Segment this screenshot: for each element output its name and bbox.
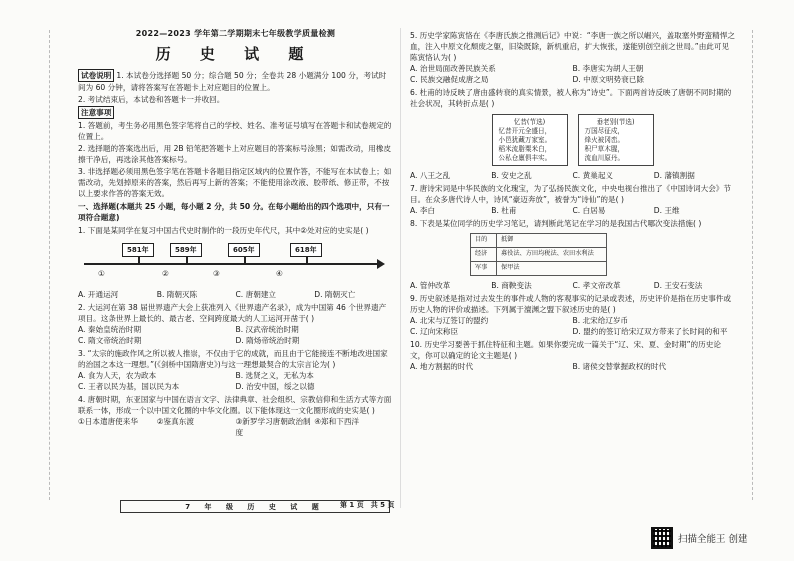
question-stem: 9. 历史叙述是指对过去发生的事件或人物的客观事实的记录或表述，历史评价是指在历史事件或历史人物的评价或描述。下列属于澶渊之盟下叙述历史的是( ): [410, 294, 731, 315]
instructions-text-1: 1. 本试卷分选择题 50 分；综合题 50 分；全卷共 28 小题满分 100 分，考试时间为 60 分钟，请将答案写在答题卡上对应题目的位置上。: [78, 71, 387, 93]
table-row: [471, 234, 607, 248]
option: ②鉴真东渡: [156, 417, 194, 427]
scanner-watermark: [651, 527, 748, 549]
option: A. 开通运河: [78, 290, 119, 300]
option: B. 选贤之义，无私为本: [235, 371, 314, 381]
option: D. 中原文明势衰已除: [572, 75, 644, 84]
poem-line: 小邑犹藏万家室。: [498, 135, 552, 144]
notes-table: [470, 233, 607, 276]
poem-box: [578, 114, 654, 166]
option: ①日本遣唐使来华: [78, 417, 138, 427]
left-column: [78, 28, 393, 438]
table-cell: 保甲法: [497, 262, 607, 276]
option: B. 杜甫: [491, 206, 517, 216]
option: C. 黄巢起义: [572, 171, 614, 181]
poem-line: 烽火被冈峦。: [584, 135, 625, 144]
question-stem: 3. “太宗的施政作风之所以被人推崇，不仅由于它的成就，而且由于它能接连不断地改进国家的治国之本这一理想。”(《剑桥中国隋唐史》)与这一理想最契合的太宗言论为( ): [78, 349, 388, 370]
option: B. 李唐实为胡人王朝: [572, 64, 644, 73]
option: B. 商鞅变法: [491, 281, 532, 291]
timeline-tick: [138, 256, 140, 264]
poem-line: 流血川原丹。: [584, 153, 625, 162]
notes-label: 注意事项: [78, 106, 114, 119]
option: C. 隋文帝统治时期: [78, 336, 142, 346]
exam-name: 2022—2023 学年第二学期期末七年级教学质量检测: [135, 29, 336, 38]
instructions-label: 试卷说明: [78, 69, 114, 82]
question-stem: 5. 历史学家陈寅恪在《李唐氏族之推测后记》中说：“李唐一族之所以崛兴，盖取塞外野蛮精悍之血，注入中原文化颓废之躯，旧染既除，新机重启，扩大恢张，遂能别创空前之世局。”由此可见陈寅恪认为( ): [410, 31, 735, 62]
question-2: [78, 302, 393, 346]
answer-options: [78, 289, 393, 300]
option: C. 白居易: [572, 206, 606, 216]
option: B. 北宋给辽岁币: [572, 316, 629, 326]
table-cell: 军事: [471, 262, 497, 276]
footer-subject: 7 年 级 历 史 试 题: [185, 502, 325, 511]
timeline-year: 589年: [170, 243, 202, 257]
answer-options: [78, 370, 393, 392]
poem-box: [492, 114, 568, 166]
option: D. 王安石变法: [653, 281, 703, 291]
poem-title: 忆昔(节选): [513, 118, 546, 126]
option: B. 汉武帝统治时期: [235, 325, 299, 335]
option: A. 管仲改革: [410, 281, 451, 291]
answer-options: [410, 315, 735, 337]
option: B. 安史之乱: [491, 171, 532, 181]
option: D. 治安中国，绥之以德: [235, 382, 315, 392]
answer-options: [410, 63, 735, 85]
answer-options: [410, 170, 735, 181]
option: C. 民族交融促成唐之局: [410, 75, 489, 84]
option: A. 食为人天，农为政本: [78, 371, 157, 381]
table-cell: 目的: [471, 234, 497, 248]
option: B. 隋朝灭陈: [156, 290, 198, 300]
note-item: 1. 答题前，考生务必用黑色签字笔将自己的学校、姓名、准考证号填写在答题卡和试卷规定的位置上。: [78, 121, 392, 142]
answer-options: [410, 205, 735, 216]
poem-line: 忆昔开元全盛日，: [498, 126, 552, 135]
exam-instructions: [78, 69, 393, 93]
option: B. 诸侯交替掌握政权的时代: [572, 362, 667, 372]
question-6: [410, 87, 735, 181]
option: D. 隋朝灭亡: [314, 290, 356, 300]
question-4: [78, 394, 393, 438]
page-number: 第 1 页 共 5 页: [340, 501, 395, 509]
timeline-year: 581年: [122, 243, 154, 257]
question-7: [410, 183, 735, 216]
timeline: [78, 239, 393, 287]
timeline-mark: ③: [213, 269, 220, 279]
table-cell: 募役法、方田均税法、农田水利法: [497, 248, 607, 262]
option: C. 唐朝建立: [235, 290, 277, 300]
timeline-mark: ②: [162, 269, 169, 279]
poem-line: 万国尽征戍，: [584, 126, 625, 135]
answer-options: [78, 324, 393, 346]
binding-margin: [40, 30, 50, 500]
option: C. 辽向宋称臣: [410, 327, 459, 337]
option: A. 地方割据的时代: [410, 362, 474, 372]
question-stem: 7. 唐诗宋词是中华民族的文化瑰宝，为了弘扬民族文化，中央电视台推出了《中国诗词大会》节目。在众多唐代诗人中，诗风“豪迈奔放”，被誉为“诗仙”的是( ): [410, 184, 731, 205]
timeline-mark: ①: [98, 269, 105, 279]
arrow-icon: [377, 259, 385, 269]
right-column: [410, 28, 735, 372]
timeline-year: 618年: [290, 243, 322, 257]
question-10: [410, 339, 735, 372]
timeline-year: 605年: [228, 243, 260, 257]
instructions-text-2: 2. 考试结束后，本试卷和答题卡一并收回。: [78, 95, 225, 105]
option: A. 秦始皇统治时期: [78, 325, 142, 335]
answer-options: [410, 280, 735, 291]
note-item: 3. 非选择题必须用黑色签字笔在答题卡各题目指定区域内的位置作答，不能写在本试卷上；如需改动，先划掉原来的答案，然后再写上新的答案；不能使用涂改液、胶带纸、修正带，不按以上要求作答的答案无效。: [78, 167, 392, 199]
option: D. 盟约的签订给宋辽双方带来了长时间的和平: [572, 327, 728, 337]
question-1: [78, 225, 393, 300]
option: C. 王者以民为基，国以民为本: [78, 382, 180, 392]
qr-code-icon: [651, 527, 673, 549]
question-5: [410, 30, 735, 85]
question-8: [410, 218, 735, 291]
question-stem: 8. 下表是某位同学的历史学习笔记，请判断此笔记在学习的是我国古代哪次变法措施( ): [410, 219, 702, 229]
answer-options: [410, 361, 735, 372]
note-item: 2. 选择题的答案选出后，用 2B 铅笔把答题卡上对应题目的答案标号涂黑；如需改动，用橡皮擦干净后，再选涂其他答案标号。: [78, 144, 392, 165]
option: D. 王维: [653, 206, 680, 216]
table-row: [471, 248, 607, 262]
question-stem: 10. 历史学习要善于抓住特征和主题。如果你要完成一篇关于“辽、宋、夏、金时期”的历史论文，你可以确定的论文主题是( ): [410, 340, 721, 361]
option: D. 隋炀帝统治时期: [235, 336, 300, 346]
option: D. 藩镇割据: [653, 171, 695, 181]
section-title: 一、选择题(本题共 25 小题，每小题 2 分，共 50 分。在每小题给出的四个选项中，只有一项符合题意): [78, 202, 390, 223]
question-9: [410, 293, 735, 337]
timeline-axis: [84, 263, 379, 265]
timeline-tick: [186, 256, 188, 264]
option: A. 北宋与辽签订的盟约: [410, 316, 489, 326]
option: A. 治世局面改善民族关系: [410, 64, 496, 73]
scanner-text: 扫描全能王 创建: [678, 534, 748, 545]
right-margin: [752, 30, 760, 500]
poem-title: 垂老别(节选): [596, 118, 635, 126]
option: A. 八王之乱: [410, 171, 451, 181]
timeline-mark: ④: [276, 269, 283, 279]
poem-excerpts: [410, 114, 735, 166]
timeline-tick: [306, 256, 308, 264]
question-stem: 1. 下面是某同学在复习中国古代史时制作的一段历史年代尺，其中②处对应的史实是( ): [78, 226, 369, 236]
timeline-tick: [244, 256, 246, 264]
option: ③新罗学习唐朝政治制度: [235, 417, 311, 438]
column-divider: [400, 28, 401, 508]
subject-title: 历 史 试 题: [155, 44, 316, 63]
option: C. 孝文帝改革: [572, 281, 621, 291]
poem-line: 公私仓廪俱丰实。: [498, 153, 552, 162]
notes-heading: [78, 106, 393, 119]
option: A. 李白: [410, 206, 436, 216]
option: ④郑和下西洋: [314, 417, 360, 427]
table-row: [471, 262, 607, 276]
poem-line: 稻米流脂粟米白，: [498, 144, 552, 153]
question-stem: 2. 大运河在第 38 届世界遗产大会上获准列入《世界遗产名录》，成为中国第 46 个世界遗产项目。这条世界上最长的、最古老、空间跨度最大的人工运河开凿于( ): [78, 303, 387, 324]
poem-line: 积尸草木腥，: [584, 144, 625, 153]
answer-options: [78, 416, 393, 438]
question-stem: 4. 唐朝时期，东亚国家与中国在语言文字、法律典章、社会组织、宗教信仰和生活方式等方面联系一体，形成一个以中国文化圈的中华文化圈。以下能体现这一文化圈形成的史实是( ): [78, 395, 392, 416]
question-stem: 6. 杜甫的诗反映了唐由盛转衰的真实情景，被人称为“诗史”。下面两首诗反映了唐朝不同时期的社会状况，其转折点是( ): [410, 88, 732, 108]
table-cell: 抵御: [497, 234, 607, 248]
question-3: [78, 348, 393, 392]
table-cell: 经济: [471, 248, 497, 262]
